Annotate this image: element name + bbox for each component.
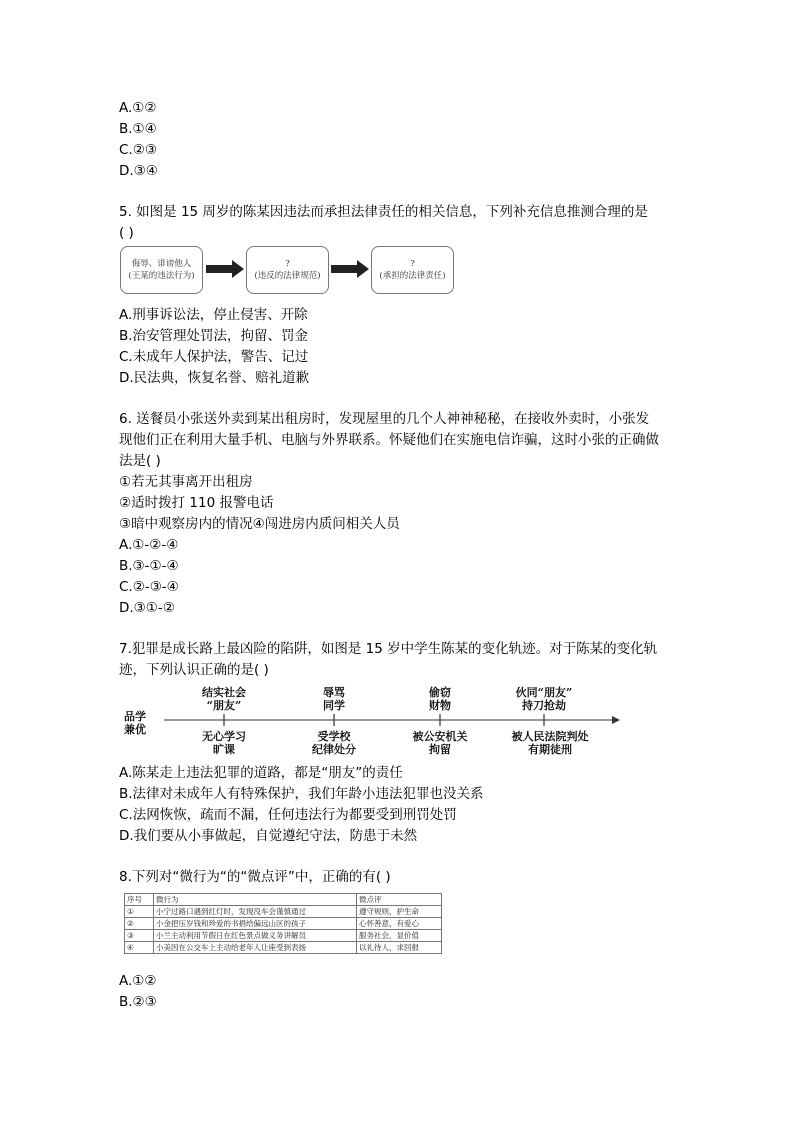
flow-box-law-line2: (违反的法律规范) bbox=[254, 271, 321, 281]
flow-box-behavior bbox=[120, 246, 203, 294]
timeline-bottom-3-line2: 拘留 bbox=[429, 743, 451, 756]
q6-option-b: B.③-①-④ bbox=[119, 558, 179, 574]
q5-stem-line1: 5. 如图是 15 周岁的陈某因违法而承担法律责任的相关信息，下列补充信息推测合理的是 bbox=[119, 204, 648, 220]
q6-option-d: D.③①-② bbox=[119, 600, 175, 616]
table-row bbox=[125, 942, 442, 954]
flow-box-responsibility bbox=[371, 246, 454, 294]
table-cell: ① bbox=[125, 906, 154, 918]
q7-option-b: B.法律对未成年人有特殊保护，我们年龄小违法犯罪也没关系 bbox=[119, 786, 484, 802]
flow-arrow-right-icon bbox=[331, 260, 369, 278]
timeline-bottom-2-line1: 受学校 bbox=[317, 730, 351, 743]
q5-flow-diagram bbox=[120, 246, 454, 294]
q6-option-a: A.①-②-④ bbox=[119, 537, 179, 553]
table-header-row bbox=[125, 894, 442, 906]
q6-stem-line3: 法是( ) bbox=[119, 453, 161, 469]
q8-option-b: B.②③ bbox=[119, 994, 157, 1010]
flow-box-responsibility-line2: (承担的法律责任) bbox=[379, 271, 446, 281]
q5-option-b: B.治安管理处罚法，拘留、罚金 bbox=[119, 328, 309, 344]
q6-stem-line2: 现他们正在利用大量手机、电脑与外界联系。怀疑他们在实施电信诈骗，这时小张的正确做 bbox=[119, 432, 659, 448]
q6-item-1: ①若无其事离开出租房 bbox=[119, 474, 253, 490]
q5-option-c: C.未成年人保护法，警告、记过 bbox=[119, 349, 309, 365]
flow-box-responsibility-line1: ? bbox=[410, 259, 415, 269]
q7-stem-line1: 7.犯罪是成长路上最凶险的陷阱，如图是 15 岁中学生陈某的变化轨迹。对于陈某的变化轨 bbox=[119, 641, 658, 657]
q4-option-c: C.②③ bbox=[119, 142, 157, 158]
timeline-top-2-line2: 同学 bbox=[323, 699, 345, 712]
q5-option-a: A.刑事诉讼法，停止侵害、开除 bbox=[119, 307, 308, 323]
timeline-start-line2: 兼优 bbox=[124, 723, 146, 736]
q4-option-d: D.③④ bbox=[119, 163, 158, 179]
timeline-top-1 bbox=[184, 686, 264, 712]
table-header-cell: 序号 bbox=[125, 894, 154, 906]
table-cell: ④ bbox=[125, 942, 154, 954]
q8-stem: 8.下列对“微行为“的“微点评”中，正确的有( ) bbox=[119, 869, 391, 885]
table-cell: 遵守规则，护生命 bbox=[357, 906, 442, 918]
table-cell: 小宁过路口遇到红灯时，发现没车会谨慎通过 bbox=[154, 906, 357, 918]
timeline-top-4 bbox=[494, 686, 594, 712]
table-cell: 服务社会，显价值 bbox=[357, 930, 442, 942]
table-cell: ② bbox=[125, 918, 154, 930]
timeline-start-label bbox=[124, 710, 146, 736]
q6-stem-line1: 6. 送餐员小张送外卖到某出租房时，发现屋里的几个人神神秘秘，在接收外卖时，小张发 bbox=[119, 411, 650, 427]
q7-timeline-diagram bbox=[120, 686, 620, 756]
flow-box-law bbox=[246, 246, 329, 294]
timeline-bottom-4-line1: 被人民法院判处 bbox=[511, 730, 589, 743]
timeline-start-line1: 品学 bbox=[124, 710, 146, 723]
q8-option-a: A.①② bbox=[119, 973, 157, 989]
timeline-top-3-line2: 财物 bbox=[429, 699, 451, 712]
timeline-top-1-line2: “朋友” bbox=[206, 699, 242, 712]
timeline-bottom-1-line1: 无心学习 bbox=[202, 730, 246, 743]
timeline-bottom-1 bbox=[184, 730, 264, 756]
q7-option-c: C.法网恢恢，疏而不漏，任何违法行为都要受到刑罚处罚 bbox=[119, 807, 457, 823]
flow-box-behavior-line2: (王某的违法行为) bbox=[128, 271, 195, 281]
timeline-axis-arrow-icon bbox=[164, 714, 620, 726]
q6-item-2: ②适时拨打 110 报警电话 bbox=[119, 495, 274, 511]
timeline-top-3 bbox=[410, 686, 470, 712]
timeline-bottom-4-line2: 有期徒刑 bbox=[528, 743, 572, 756]
flow-box-behavior-line1: 侮辱、诽谤他人 bbox=[131, 259, 192, 269]
table-row bbox=[125, 918, 442, 930]
table-row bbox=[125, 906, 442, 918]
table-cell: 以礼待人，求回报 bbox=[357, 942, 442, 954]
q7-stem-line2: 迹，下列认识正确的是( ) bbox=[119, 662, 269, 678]
timeline-bottom-3 bbox=[395, 730, 485, 756]
table-cell: 小金把压岁钱和珍爱的书捐给偏远山区的孩子 bbox=[154, 918, 357, 930]
flow-box-law-line1: ? bbox=[285, 259, 290, 269]
table-cell: 心怀善意，有爱心 bbox=[357, 918, 442, 930]
timeline-top-4-line1: 伙同“朋友” bbox=[515, 686, 573, 699]
table-cell: 小美因在公交车上主动给老年人让座受到表扬 bbox=[154, 942, 357, 954]
q4-option-b: B.①④ bbox=[119, 121, 157, 137]
table-row bbox=[125, 930, 442, 942]
table-cell: ③ bbox=[125, 930, 154, 942]
table-header-cell: 微行为 bbox=[154, 894, 357, 906]
q4-option-a: A.①② bbox=[119, 100, 157, 116]
timeline-top-1-line1: 结实社会 bbox=[202, 686, 246, 699]
timeline-bottom-4 bbox=[494, 730, 606, 756]
timeline-bottom-2-line2: 纪律处分 bbox=[312, 743, 356, 756]
timeline-bottom-3-line1: 被公安机关 bbox=[412, 730, 468, 743]
timeline-bottom-2 bbox=[294, 730, 374, 756]
timeline-top-2-line1: 辱骂 bbox=[323, 686, 345, 699]
table-cell: 小兰主动利用节假日在红色景点做义务讲解员 bbox=[154, 930, 357, 942]
q5-option-d: D.民法典，恢复名誉、赔礼道歉 bbox=[119, 370, 310, 386]
q5-stem-line2: ( ) bbox=[119, 225, 134, 241]
q6-option-c: C.②-③-④ bbox=[119, 579, 179, 595]
q6-item-3: ③暗中观察房内的情况④闯进房内质问相关人员 bbox=[119, 516, 400, 532]
flow-arrow-right-icon bbox=[206, 260, 244, 278]
timeline-top-3-line1: 偷窃 bbox=[429, 686, 451, 699]
timeline-top-4-line2: 持刀抢劫 bbox=[522, 699, 566, 712]
q7-option-a: A.陈某走上违法犯罪的道路，都是“朋友”的责任 bbox=[119, 765, 403, 781]
q8-micro-behavior-table bbox=[124, 893, 442, 954]
timeline-top-2 bbox=[304, 686, 364, 712]
timeline-bottom-1-line2: 旷课 bbox=[213, 743, 235, 756]
q7-option-d: D.我们要从小事做起，自觉遵纪守法，防患于未然 bbox=[119, 828, 418, 844]
table-header-cell: 微点评 bbox=[357, 894, 442, 906]
